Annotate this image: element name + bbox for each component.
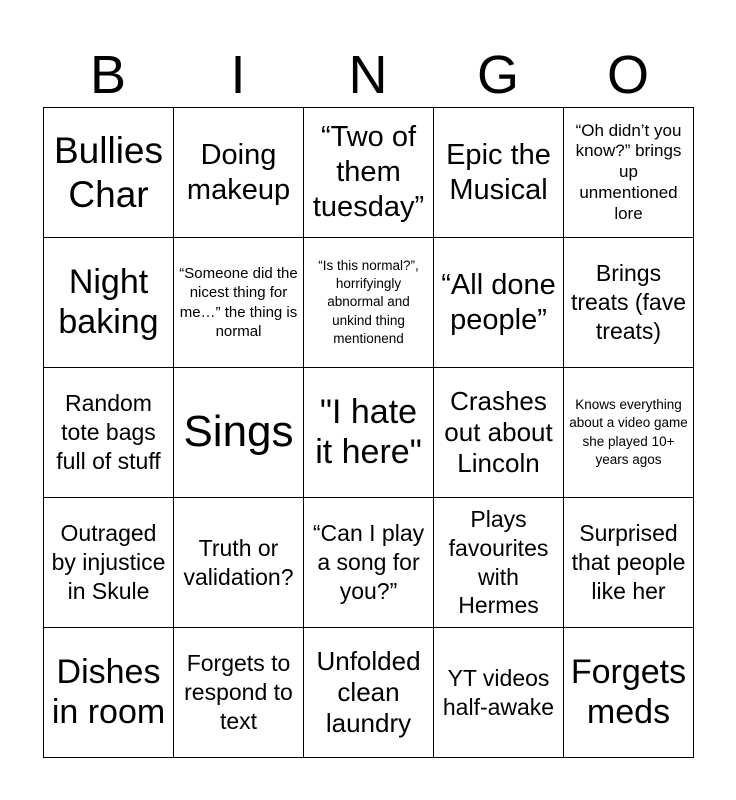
cell-text: Plays favourites with Hermes: [448, 506, 549, 619]
cell-text: Surprised that people like her: [571, 520, 686, 604]
bingo-cell[interactable]: [44, 108, 174, 238]
bingo-cell[interactable]: [434, 238, 564, 368]
bingo-cell[interactable]: [434, 108, 564, 238]
bingo-cell[interactable]: [564, 498, 694, 628]
cell-text: Forgets meds: [570, 653, 687, 731]
bingo-cell[interactable]: [304, 108, 434, 238]
cell-text: Random tote bags full of stuff: [56, 390, 161, 474]
cell-text: Sings: [183, 407, 294, 457]
header-letter-b: B: [89, 45, 127, 105]
cell-text: “Is this normal?”, horrifyingly abnormal and unkind thing mentionend: [318, 257, 419, 346]
bingo-cell[interactable]: [174, 628, 304, 758]
cell-text: Bullies Char: [54, 130, 163, 215]
bingo-cell[interactable]: [434, 368, 564, 498]
cell-text: "I hate it here": [315, 393, 422, 471]
bingo-cell[interactable]: [304, 628, 434, 758]
bingo-cell[interactable]: [564, 108, 694, 238]
bingo-cell[interactable]: [174, 498, 304, 628]
bingo-cell[interactable]: [564, 368, 694, 498]
bingo-cell[interactable]: [304, 238, 434, 368]
cell-text: YT videos half-awake: [442, 664, 555, 720]
cell-text: Doing makeup: [186, 138, 291, 206]
bingo-cell[interactable]: [44, 368, 174, 498]
bingo-cell[interactable]: [434, 498, 564, 628]
cell-text: Epic the Musical: [446, 138, 551, 206]
cell-text: Truth or validation?: [183, 534, 294, 590]
bingo-cell[interactable]: [44, 238, 174, 368]
cell-text: Outraged by injustice in Skule: [51, 520, 166, 604]
cell-text: Brings treats (fave treats): [570, 260, 687, 344]
cell-text: “Can I play a song for you?”: [312, 520, 425, 604]
bingo-cell[interactable]: [174, 368, 304, 498]
cell-text: “All done people”: [441, 268, 556, 336]
cell-text: Night baking: [58, 263, 159, 341]
cell-text: Knows everything about a video game she played 10+ years agos: [569, 397, 688, 467]
bingo-board: [43, 107, 694, 758]
bingo-header: [43, 42, 693, 108]
bingo-cell[interactable]: [174, 238, 304, 368]
bingo-cell[interactable]: [304, 498, 434, 628]
header-letter-o: O: [606, 45, 649, 105]
cell-text: Unfolded clean laundry: [316, 646, 421, 738]
cell-text: Crashes out about Lincoln: [444, 386, 553, 478]
cell-text: “Someone did the nicest thing for me…” the thing is normal: [179, 264, 298, 340]
bingo-cell[interactable]: [434, 628, 564, 758]
cell-text: “Oh didn’t you know?” brings up unmentioned lore: [575, 120, 682, 223]
header-letter-n: N: [348, 45, 388, 105]
bingo-cell[interactable]: [304, 368, 434, 498]
cell-text: “Two of them tuesday”: [312, 121, 425, 223]
bingo-cell[interactable]: [44, 498, 174, 628]
bingo-cell[interactable]: [564, 238, 694, 368]
bingo-cell[interactable]: [564, 628, 694, 758]
header-letter-i: I: [230, 45, 246, 105]
bingo-cell[interactable]: [174, 108, 304, 238]
bingo-cell[interactable]: [44, 628, 174, 758]
cell-text: Forgets to respond to text: [184, 650, 293, 734]
header-letter-g: G: [476, 45, 519, 105]
cell-text: Dishes in room: [51, 653, 166, 731]
